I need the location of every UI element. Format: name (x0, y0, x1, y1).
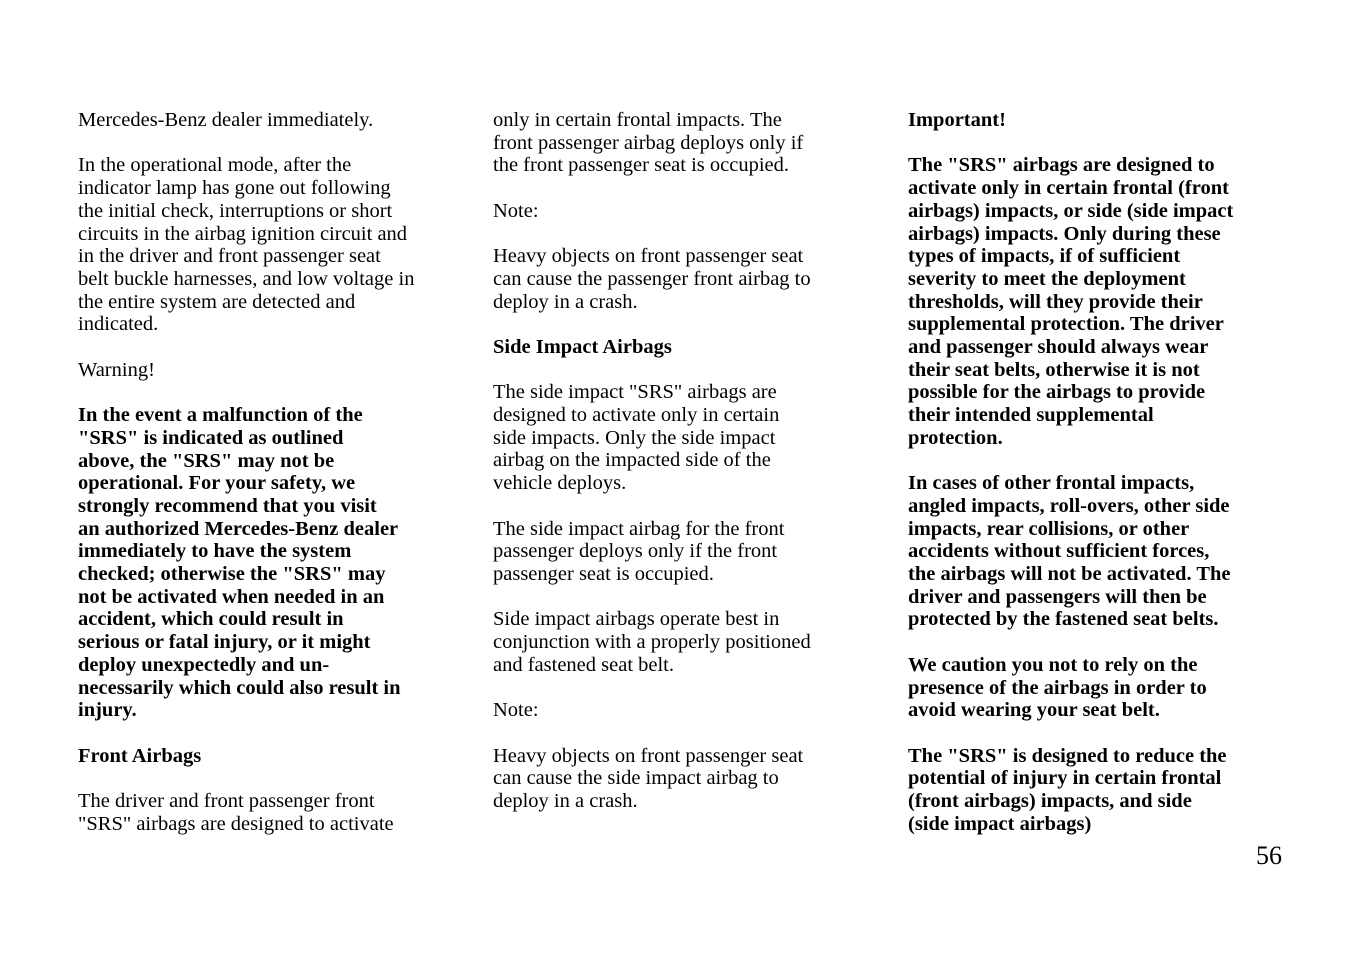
front-airbags-heading: Front Airbags (78, 744, 202, 767)
paragraph-frontal-impacts: only in certain frontal impacts. The front passenger airbag deploys only if the front passenger seat is occupied. (493, 109, 804, 177)
text-column-middle (493, 109, 863, 813)
paragraph-dealer-continuation: Mercedes-Benz dealer immediately. (78, 109, 374, 131)
paragraph-front-airbags: The driver and front passenger front "SRS" airbags are designed to activate (78, 790, 394, 835)
page-number: 56 (1256, 841, 1282, 870)
note-heading-2: Note: (493, 699, 539, 722)
side-impact-airbags-heading: Side Impact Airbags (493, 335, 672, 358)
important-srs-design: The "SRS" airbags are designed to activate only in certain frontal (front airbags) impacts, or side (side impact airbags) impacts. Only during these types of impacts, if of sufficient severity to meet the deployment thresholds, will they provide their supplemental protection. The driver and passenger should always wear their seat belts, otherwise it is not possible for the airbags to provide their intended supplemental protection. (908, 154, 1234, 449)
paragraph-operational-mode: In the operational mode, after the indicator lamp has gone out following the initial check, interruptions or short circuits in the airbag ignition circuit and in the driver and front passenger seat belt buckle harnesses, and low voltage in the entire system are detected and indicated. (78, 154, 415, 336)
note-text-2: Heavy objects on front passenger seat can cause the side impact airbag to deploy in a crash. (493, 744, 804, 812)
paragraph-side-impact-activation: The side impact "SRS" airbags are designed to activate only in certain side impacts. Only the side impact airbag on the impacted side of the vehicle deploys. (493, 381, 780, 495)
warning-heading: Warning! (78, 358, 155, 381)
important-srs-purpose: The "SRS" is designed to reduce the potential of injury in certain frontal (front airbags) impacts, and side (side impact airbags) (908, 744, 1227, 835)
note-text-1: Heavy objects on front passenger seat can cause the passenger front airbag to deploy in a crash. (493, 245, 811, 313)
important-other-impacts: In cases of other frontal impacts, angled impacts, roll-overs, other side impacts, rear collisions, or other accidents without sufficient forces, the airbags will not be activated. The driver and passengers will then be protected by the fastened seat belts. (908, 472, 1231, 631)
text-column-left (78, 109, 463, 835)
paragraph-side-impact-passenger: The side impact airbag for the front passenger deploys only if the front passenger seat is occupied. (493, 517, 785, 585)
note-heading-1: Note: (493, 199, 539, 222)
text-column-right (908, 109, 1286, 835)
important-heading: Important! (908, 109, 1006, 131)
warning-text: In the event a malfunction of the "SRS" is indicated as outlined above, the "SRS" may not be operational. For your safety, we strongly recommend that you visit an authorized Mercedes-Benz dealer immediately to have the system checked; otherwise the "SRS" may not be activated when needed in an accident, which could result in serious or fatal injury, or it might deploy unexpectedly and un- necessarily which could also result in injury. (78, 404, 401, 722)
paragraph-side-impact-seat-belt: Side impact airbags operate best in conjunction with a properly positioned and fastened seat belt. (493, 608, 811, 676)
important-caution: We caution you not to rely on the presence of the airbags in order to avoid wearing your seat belt. (908, 653, 1207, 722)
